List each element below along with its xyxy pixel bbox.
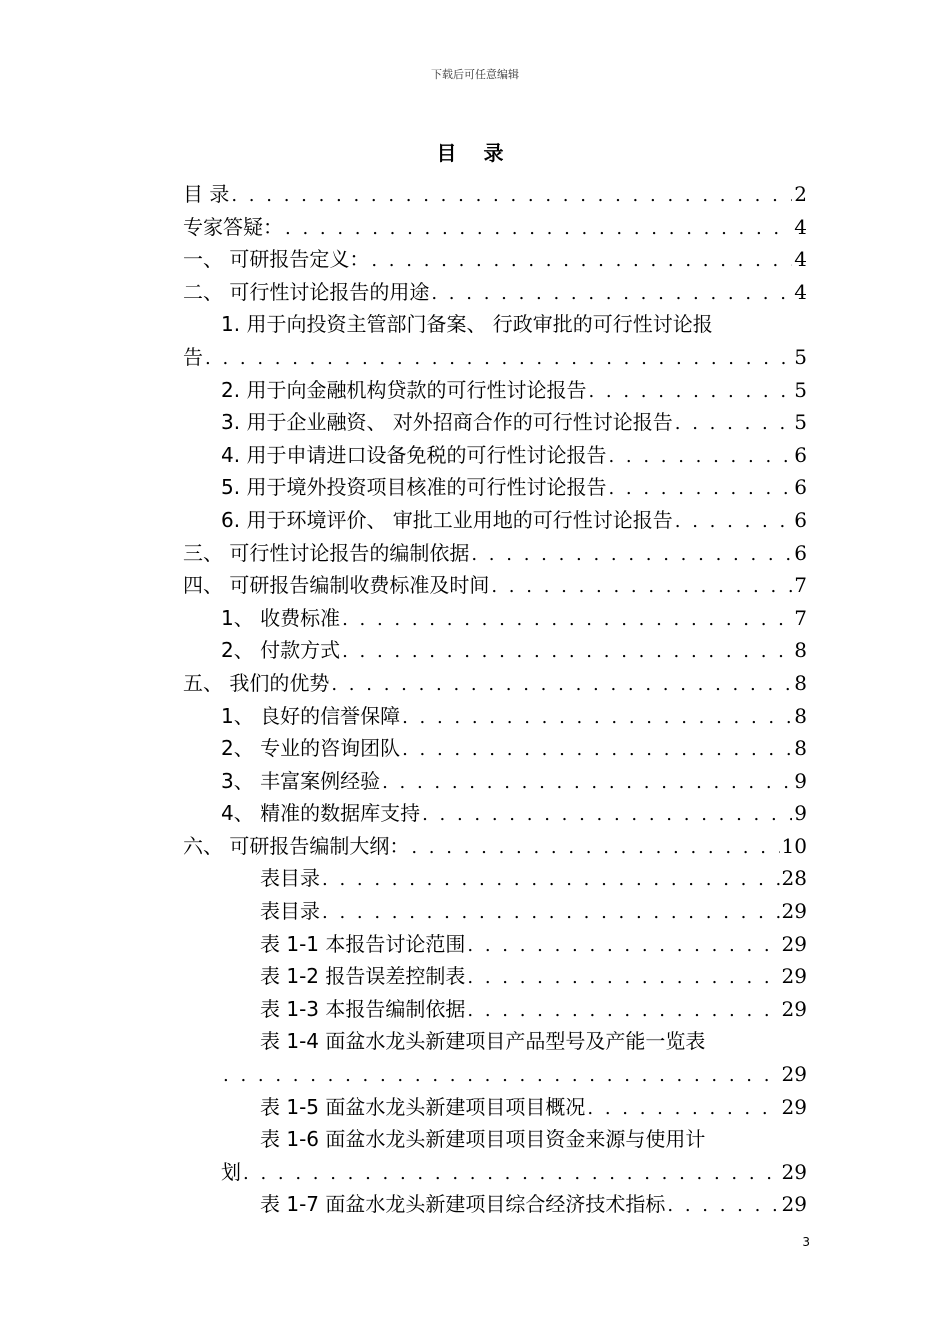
toc-entry-page: 8 [794,670,807,695]
toc-entry-page: 29 [781,1094,807,1119]
toc-entry-text: 目 录 [183,182,230,206]
dot-leader [243,1158,780,1189]
toc-entry[interactable] [183,928,807,961]
toc-entry[interactable] [183,243,807,276]
dot-leader [331,669,792,700]
toc-entry-page: 5 [794,377,807,402]
toc-entry[interactable] [183,504,807,537]
toc-entry-text: 三、 可行性讨论报告的编制依据 [183,540,470,565]
dot-leader [588,376,792,407]
toc-entry[interactable] [183,667,807,700]
dot-leader [382,767,792,798]
toc-entry-text: 2、 专业的咨询团队 [221,736,401,761]
toc-title: 目 录 [436,141,514,165]
toc-entry-text: 5. 用于境外投资项目核准的可行性讨论报告 [221,475,607,500]
toc-entry-page: 29 [781,1062,807,1087]
page-number: 3 [802,1235,810,1249]
toc-entry[interactable] [183,374,807,407]
dot-leader [285,213,792,244]
toc-entry-page: 4 [794,247,807,272]
dot-leader [467,930,779,961]
dot-leader [342,604,792,635]
toc-entry[interactable] [183,178,807,211]
toc-entry-text: 1. 用于向投资主管部门备案、 行政审批的可行性讨论报 [221,312,713,337]
toc-entry[interactable] [183,569,807,602]
toc-entry-text: 3、 丰富案例经验 [221,768,381,793]
dot-leader [675,408,792,439]
dot-leader [608,441,792,472]
toc-entry-page: 29 [781,964,807,989]
dot-leader [587,1093,779,1124]
dot-leader [371,245,792,276]
toc-entry[interactable] [183,797,807,830]
toc-entry-text: 表 1-2 报告误差控制表 [260,964,466,989]
dot-leader [342,636,792,667]
toc-entry-text: 五、 我们的优势 [183,670,330,695]
toc-entry-text: 2、 付款方式 [221,638,341,663]
toc-entry[interactable] [183,341,807,374]
toc-entry-page: 8 [794,736,807,761]
toc-entry[interactable] [183,211,807,244]
toc-entry-text: 表 1-7 面盆水龙头新建项目综合经济技术指标 [260,1192,666,1217]
dot-leader [431,278,792,309]
dot-leader [402,734,792,765]
dot-leader [322,897,780,928]
toc-entry[interactable] [183,634,807,667]
toc-entry-text: 表 1-5 面盆水龙头新建项目项目概况 [260,1094,586,1119]
toc-entry-page: 2 [794,182,807,206]
dot-leader [675,506,792,537]
toc-entry-page: 29 [781,1159,807,1184]
toc-entry-page: 7 [794,573,807,598]
toc-entry-text: 6. 用于环境评价、 审批工业用地的可行性讨论报告 [221,507,673,532]
toc-entry-text: 二、 可行性讨论报告的用途 [183,279,430,304]
toc-entry-page: 6 [794,507,807,532]
toc-entry[interactable] [183,1156,807,1189]
dot-leader [411,832,779,863]
toc-entry[interactable] [183,602,807,635]
toc-entry-text: 四、 可研报告编制收费标准及时间 [183,573,490,598]
toc-entry-page: 6 [794,475,807,500]
toc-entry[interactable] [183,308,807,341]
toc-entry[interactable] [183,1123,807,1156]
toc-entry[interactable] [183,1058,807,1091]
toc-entry-page: 10 [781,833,807,858]
toc-entry-page: 29 [781,1192,807,1217]
toc-entry-text: 一、 可研报告定义： [183,247,370,272]
dot-leader [608,473,792,504]
toc-entry[interactable] [183,960,807,993]
toc-entry-page: 29 [781,899,807,924]
toc-entry-page: 4 [794,279,807,304]
toc-entry[interactable] [183,276,807,309]
toc-entry-page: 5 [794,344,807,369]
toc-entry-page: 5 [794,410,807,435]
toc-entry[interactable] [183,830,807,863]
toc-entry-text: 六、 可研报告编制大纲： [183,833,410,858]
toc-entry[interactable] [183,439,807,472]
toc-entry[interactable] [183,406,807,439]
page-header: 下载后可任意编辑 [431,68,519,81]
dot-leader [491,571,792,602]
dot-leader [322,864,780,895]
dot-leader [223,1060,780,1091]
toc-entry-text: 3. 用于企业融资、 对外招商合作的可行性讨论报告 [221,410,673,435]
toc-entry[interactable] [183,471,807,504]
toc-entry-page: 4 [794,214,807,239]
toc-entry[interactable] [183,1025,807,1058]
toc-entry-text: 表目录 [260,899,320,924]
dot-leader [467,995,779,1026]
toc-entry-text: 4. 用于申请进口设备免税的可行性讨论报告 [221,442,607,467]
toc-entry-page: 28 [781,866,807,891]
toc-entry-text: 2. 用于向金融机构贷款的可行性讨论报告 [221,377,587,402]
toc-entry[interactable] [183,732,807,765]
toc-entry-text: 1、 收费标准 [221,605,341,630]
toc-entry-text: 表 1-1 本报告讨论范围 [260,931,466,956]
toc-entry-page: 7 [794,605,807,630]
toc-entry[interactable] [183,537,807,570]
toc-entry-page: 8 [794,703,807,728]
toc-entry-page: 8 [794,638,807,663]
toc-entry-text: 表目录 [260,866,320,891]
toc-entry-text: 表 1-4 面盆水龙头新建项目产品型号及产能一览表 [260,1029,706,1054]
dot-leader [467,962,779,993]
table-of-contents [183,178,807,1221]
dot-leader [402,702,792,733]
toc-entry-text: 表 1-3 本报告编制依据 [260,996,466,1021]
dot-leader [471,539,792,570]
toc-entry-page: 9 [794,768,807,793]
dot-leader [205,343,792,374]
toc-entry[interactable] [183,1091,807,1124]
dot-leader [231,180,792,211]
toc-entry[interactable] [183,1188,807,1221]
toc-entry-page: 29 [781,931,807,956]
toc-entry-text: 专家答疑： [183,214,283,239]
toc-entry-page: 29 [781,996,807,1021]
toc-entry-text: 4、 精准的数据库支持 [221,801,421,826]
toc-entry[interactable] [183,765,807,798]
toc-entry[interactable] [183,993,807,1026]
toc-entry-page: 6 [794,442,807,467]
toc-entry[interactable] [183,862,807,895]
toc-entry[interactable] [183,895,807,928]
toc-entry[interactable] [183,700,807,733]
toc-entry-page: 9 [794,801,807,826]
toc-entry-text: 1、 良好的信誉保障 [221,703,401,728]
toc-entry-page: 6 [794,540,807,565]
dot-leader [422,799,792,830]
toc-entry-text: 划 [221,1159,241,1184]
toc-entry-text: 告 [183,344,203,369]
toc-entry-text: 表 1-6 面盆水龙头新建项目项目资金来源与使用计 [260,1127,706,1152]
dot-leader [667,1190,779,1221]
